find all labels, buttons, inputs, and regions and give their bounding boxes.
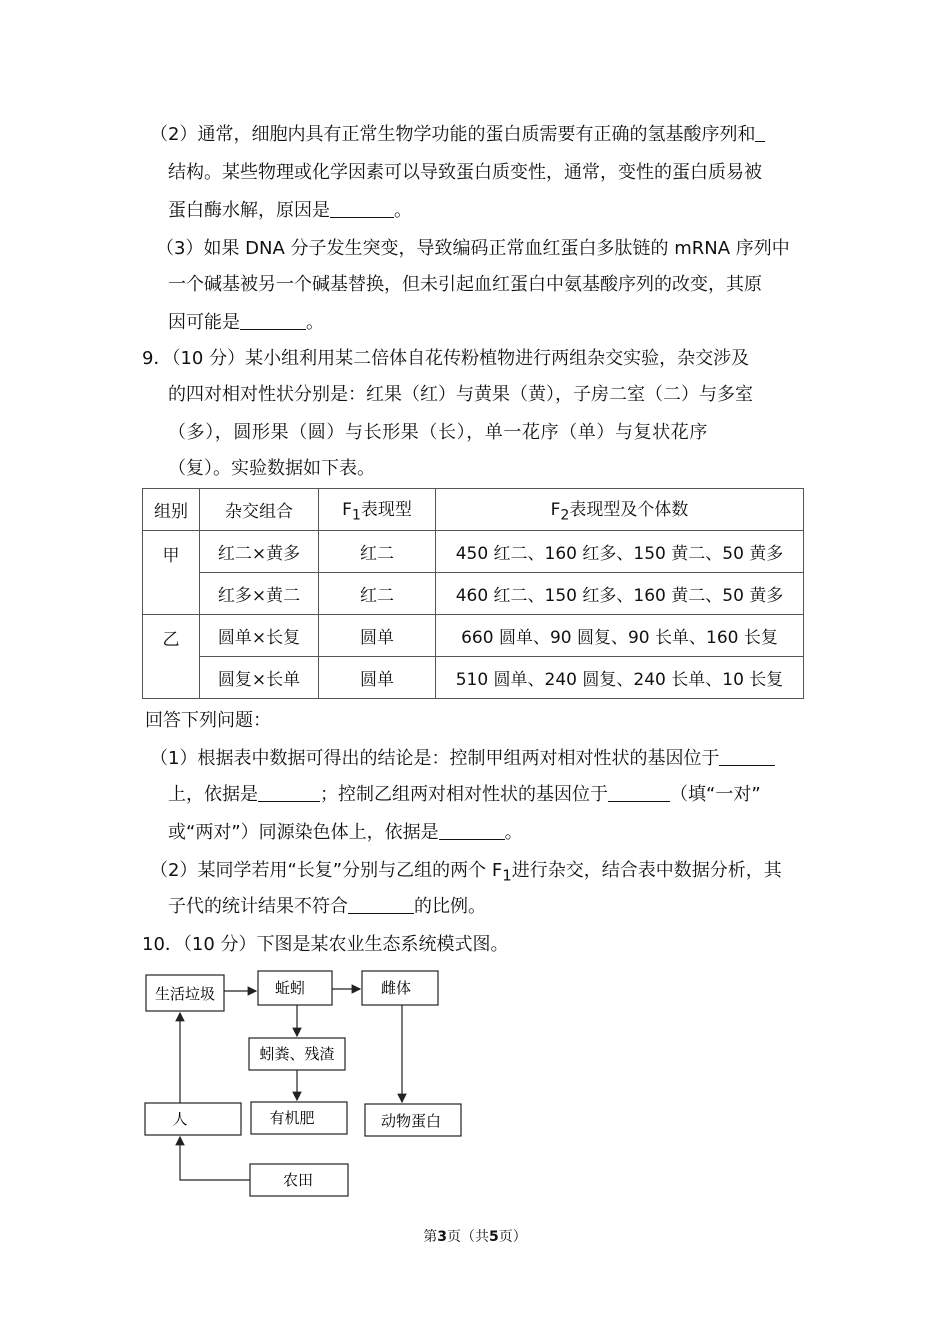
svg-text:农田: 农田: [282, 1171, 314, 1189]
q8-p2-line2: 结构。某些物理或化学因素可以导致蛋白质变性，通常，变性的蛋白质易被: [168, 162, 762, 183]
q9-s1-line2: 上，依据是 ；控制乙组两对相对性状的基因位于 （填“一对”: [168, 776, 761, 814]
blank[interactable]: [719, 745, 775, 766]
box-farmland: [250, 1164, 348, 1196]
box-earthworm: [258, 971, 332, 1005]
cell-cross: 红多×黄二: [200, 573, 319, 615]
q9-line1: 9．（10 分）某小组利用某二倍体自花传粉植物进行两组杂交实验，杂交涉及: [142, 348, 750, 369]
cell-group: 甲: [143, 531, 200, 615]
box-person: [145, 1103, 241, 1135]
cell-f1: 红二: [319, 573, 436, 615]
svg-text:蚓粪、残渣: 蚓粪、残渣: [259, 1045, 335, 1063]
box-garbage: [146, 975, 224, 1011]
q8-p3-line2: 一个碱基被另一个碱基替换，但未引起血红蛋白中氨基酸序列的改变，其原: [168, 274, 762, 295]
table-row: [143, 615, 804, 657]
ecosystem-diagram: [140, 968, 470, 1204]
table-row: [143, 531, 804, 573]
box-fertilizer: [251, 1102, 347, 1134]
th-f1: $F_1$表现型: [319, 489, 436, 531]
table-row: [143, 573, 804, 615]
page-footer: 第3页（共5页）: [423, 1229, 527, 1245]
th-f2: $F_2$表现型及个体数: [436, 489, 804, 531]
q10-line1: 10．（10 分）下图是某农业生态系统模式图。: [142, 934, 509, 955]
svg-text:人: 人: [172, 1110, 188, 1128]
blank[interactable]: [330, 197, 394, 218]
q9-s2-line1: （2）某同学若用“长复”分别与乙组的两个 $F_1$进行杂交，结合表中数据分析，其: [150, 860, 782, 885]
q9-s2-line2: 子代的统计结果不符合 的比例。: [168, 888, 486, 926]
q8-p2-line1: （2）通常，细胞内具有正常生物学功能的蛋白质需要有正确的氢基酸序列和: [150, 116, 765, 154]
table-row: [143, 657, 804, 699]
cell-f2: 460 红二、150 红多、160 黄二、50 黄多: [436, 573, 804, 615]
cell-group: 乙: [143, 615, 200, 699]
box-protein: [365, 1104, 461, 1136]
cell-cross: 圆单×长复: [200, 615, 319, 657]
blank[interactable]: [348, 893, 414, 914]
box-dung: [249, 1038, 345, 1070]
svg-text:有机肥: 有机肥: [269, 1109, 315, 1127]
cell-f1: 圆单: [319, 615, 436, 657]
q8-p2-line3: 蛋白酶水解，原因是 。: [168, 192, 412, 230]
cell-cross: 红二×黄多: [200, 531, 319, 573]
blank[interactable]: [439, 819, 505, 840]
blank[interactable]: [608, 781, 670, 802]
cell-cross: 圆复×长单: [200, 657, 319, 699]
box-body: [362, 971, 438, 1005]
q9-s1-line3: 或“两对”）同源染色体上，依据是 。: [168, 814, 523, 852]
cell-f2: 450 红二、160 红多、150 黄二、50 黄多: [436, 531, 804, 573]
arrow-farmland-person: [180, 1137, 250, 1180]
blank[interactable]: [258, 781, 320, 802]
svg-text:动物蛋白: 动物蛋白: [380, 1112, 442, 1130]
blank[interactable]: [240, 309, 306, 330]
th-group: 组别: [143, 489, 200, 531]
q9-line4: （复）。实验数据如下表。: [168, 458, 375, 479]
cell-f2: 510 圆单、240 圆复、240 长单、10 长复: [436, 657, 804, 699]
cross-data-table: [142, 488, 804, 699]
table-header-row: [143, 489, 804, 531]
q9-line2: 的四对相对性状分别是：红果（红）与黄果（黄），子房二室（二）与多室: [168, 384, 753, 405]
svg-text:蚯蚓: 蚯蚓: [274, 979, 306, 997]
answer-intro: 回答下列问题：: [145, 710, 271, 731]
svg-text:生活垃圾: 生活垃圾: [154, 985, 216, 1003]
cell-f1: 圆单: [319, 657, 436, 699]
cell-f2: 660 圆单、90 圆复、90 长单、160 长复: [436, 615, 804, 657]
svg-text:雌体: 雌体: [380, 979, 412, 997]
cell-f1: 红二: [319, 531, 436, 573]
q9-s1-line1: （1）根据表中数据可得出的结论是：控制甲组两对相对性状的基因位于: [150, 740, 775, 778]
q8-p3-line3: 因可能是 。: [168, 304, 324, 342]
blank[interactable]: [755, 121, 765, 142]
th-cross: 杂交组合: [200, 489, 319, 531]
q9-line3: （多），圆形果（圆）与长形果（长），单一花序（单）与复状花序: [168, 422, 708, 443]
q8-p3-line1: （3）如果 DNA 分子发生突变，导致编码正常血红蛋白多肽链的 mRNA 序列中: [156, 238, 790, 259]
